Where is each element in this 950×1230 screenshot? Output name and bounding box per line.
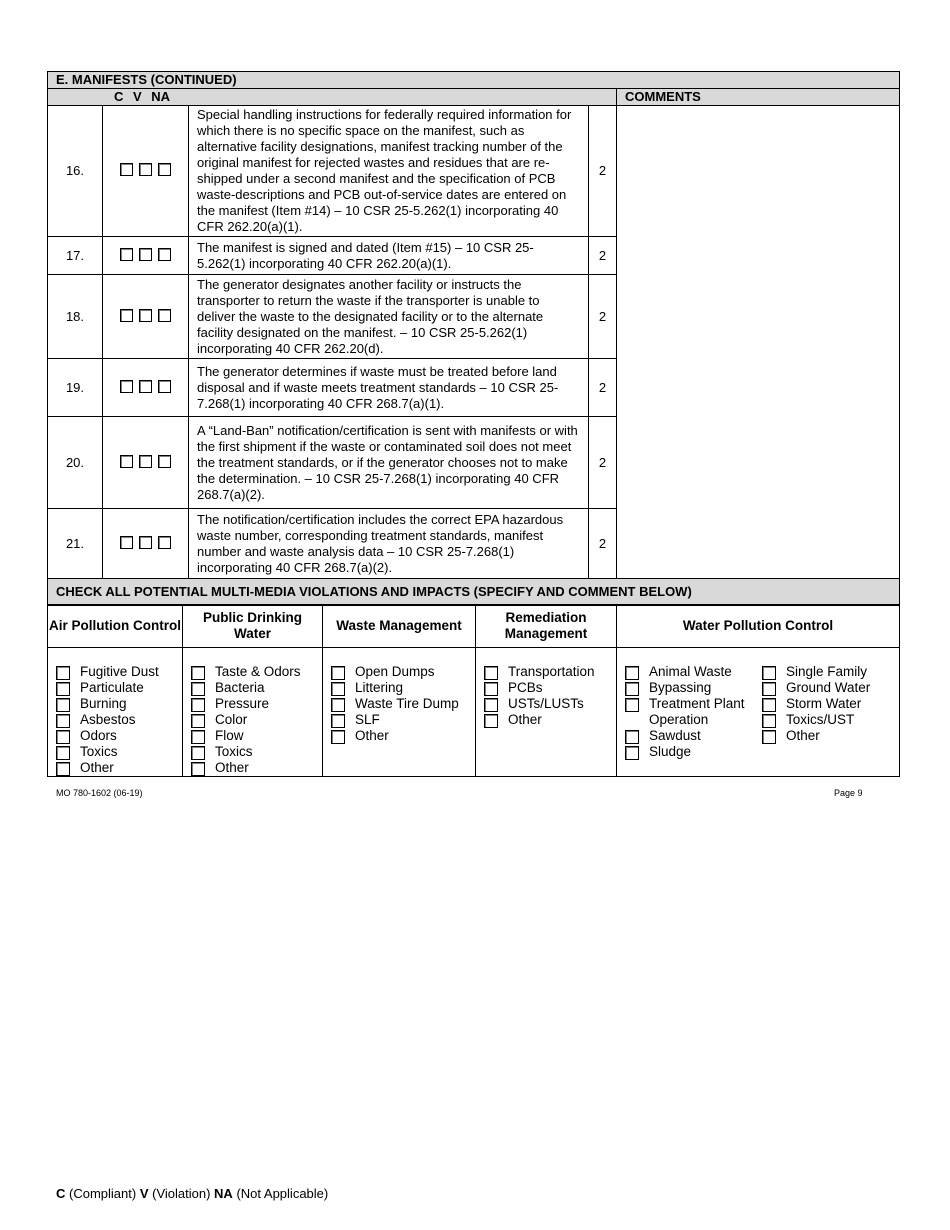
list-item-label: SLF — [355, 712, 380, 727]
list-item — [56, 744, 182, 760]
list-item — [484, 712, 616, 728]
violation-checkbox[interactable] — [139, 163, 152, 176]
list-item-label: Single Family — [786, 664, 868, 679]
section-title: E. MANIFESTS (CONTINUED) — [48, 72, 900, 89]
list-item-label: Storm Water — [786, 696, 862, 711]
water-checkbox[interactable] — [762, 666, 776, 680]
list-item-label: Pressure — [215, 696, 270, 711]
list-item — [625, 664, 762, 680]
waste-checkbox[interactable] — [331, 714, 345, 728]
air-checkbox[interactable] — [56, 698, 70, 712]
list-item — [56, 712, 182, 728]
list-item — [762, 728, 899, 744]
drinking-water-heading: Public Drinking Water — [183, 605, 323, 648]
item-points: 2 — [589, 237, 617, 275]
list-item — [331, 664, 475, 680]
list-item — [625, 728, 762, 744]
list-item — [191, 760, 322, 776]
list-item — [331, 728, 475, 744]
item-description: The manifest is signed and dated (Item #15) – 10 CSR 25-5.262(1) incorporating 40 CFR 262.20(a)(1). — [189, 237, 589, 275]
compliant-checkbox[interactable] — [120, 248, 133, 261]
item-description: The notification/certification includes the correct EPA hazardous waste number, corresponding treatment standards, manifest number and waste analysis data – 10 CSR 25-7.268(1) incorporating 40 CFR 268.7(a)(2). — [189, 509, 589, 579]
list-item — [484, 696, 616, 712]
waste-checkbox[interactable] — [331, 682, 345, 696]
item-number: 19. — [48, 359, 103, 417]
not-applicable-checkbox[interactable] — [158, 309, 171, 322]
cvna-checkboxes — [103, 509, 189, 579]
water-pollution-list — [617, 648, 900, 777]
list-item-label: Burning — [80, 696, 127, 711]
remediation-heading: Remediation Management — [476, 605, 617, 648]
compliant-checkbox[interactable] — [120, 536, 133, 549]
water-checkbox[interactable] — [762, 682, 776, 696]
water-checkbox[interactable] — [625, 730, 639, 744]
list-item — [191, 680, 322, 696]
water-checkbox[interactable] — [762, 698, 776, 712]
item-number: 18. — [48, 275, 103, 359]
cvna-checkboxes — [103, 417, 189, 509]
list-item — [191, 696, 322, 712]
water-pollution-heading: Water Pollution Control — [617, 605, 900, 648]
list-item — [191, 744, 322, 760]
list-item-label: Other — [355, 728, 389, 743]
air-pollution-heading: Air Pollution Control — [48, 605, 183, 648]
drinking-checkbox[interactable] — [191, 730, 205, 744]
list-item — [331, 712, 475, 728]
list-item — [484, 664, 616, 680]
list-item-label: Other — [508, 712, 542, 727]
item-number: 21. — [48, 509, 103, 579]
item-number: 20. — [48, 417, 103, 509]
drinking-checkbox[interactable] — [191, 762, 205, 776]
multimedia-table — [47, 604, 900, 777]
list-item-label: Asbestos — [80, 712, 136, 727]
water-column-2 — [762, 664, 899, 760]
list-item — [56, 728, 182, 744]
drinking-checkbox[interactable] — [191, 666, 205, 680]
list-item-label: Animal Waste — [649, 664, 732, 679]
list-item — [762, 712, 899, 728]
list-item-label: Treatment Plant — [649, 696, 745, 711]
compliant-checkbox[interactable] — [120, 163, 133, 176]
air-checkbox[interactable] — [56, 746, 70, 760]
compliant-checkbox[interactable] — [120, 309, 133, 322]
water-checkbox[interactable] — [762, 730, 776, 744]
list-item-label: Other — [80, 760, 114, 775]
cvna-header — [48, 89, 617, 106]
remediation-list — [476, 648, 617, 777]
list-item-label: Operation — [649, 712, 709, 727]
list-item — [625, 744, 762, 760]
list-item — [191, 728, 322, 744]
comments-area[interactable] — [617, 106, 900, 579]
list-item — [56, 696, 182, 712]
list-item — [191, 712, 322, 728]
not-applicable-checkbox[interactable] — [158, 248, 171, 261]
list-item — [331, 680, 475, 696]
remediation-checkbox[interactable] — [484, 698, 498, 712]
compliant-checkbox[interactable] — [120, 455, 133, 468]
water-column-1 — [625, 664, 762, 760]
air-checkbox[interactable] — [56, 666, 70, 680]
violation-checkbox[interactable] — [139, 536, 152, 549]
waste-checkbox[interactable] — [331, 666, 345, 680]
legend — [56, 1186, 328, 1201]
list-item-label: Sawdust — [649, 728, 701, 743]
violation-checkbox[interactable] — [139, 248, 152, 261]
cvna-checkboxes — [103, 106, 189, 237]
list-item-label: Color — [215, 712, 248, 727]
not-applicable-checkbox[interactable] — [158, 536, 171, 549]
item-points: 2 — [589, 106, 617, 237]
drinking-checkbox[interactable] — [191, 714, 205, 728]
list-item — [56, 760, 182, 776]
list-item — [762, 664, 899, 680]
air-checkbox[interactable] — [56, 714, 70, 728]
item-description: The generator determines if waste must be treated before land disposal and if waste meets treatment standards – 10 CSR 25-7.268(1) incorporating 40 CFR 268.7(a)(1). — [189, 359, 589, 417]
item-description: The generator designates another facility or instructs the transporter to return the waste if the transporter is unable to deliver the waste to the designated facility or to the alternate facility designated on the manifest. – 10 CSR 25-5.262(1) incorporating 40 CFR 262.20(d). — [189, 275, 589, 359]
remediation-checkbox[interactable] — [484, 714, 498, 728]
list-item-label: Bypassing — [649, 680, 712, 695]
cvna-checkboxes — [103, 359, 189, 417]
cvna-checkboxes — [103, 237, 189, 275]
list-item-label: Open Dumps — [355, 664, 435, 679]
air-pollution-list — [48, 648, 183, 777]
list-item — [191, 664, 322, 680]
waste-management-list — [323, 648, 476, 777]
list-item-label: Taste & Odors — [215, 664, 301, 679]
list-item-label: Waste Tire Dump — [355, 696, 459, 711]
page-number: Page 9 — [834, 788, 863, 798]
list-item — [625, 696, 762, 712]
list-item-label: Transportation — [508, 664, 595, 679]
violation-checkbox[interactable] — [139, 380, 152, 393]
list-item — [762, 680, 899, 696]
list-item — [331, 696, 475, 712]
manifests-table — [47, 71, 900, 606]
cvna-checkboxes — [103, 275, 189, 359]
list-item-continuation — [625, 712, 762, 728]
list-item-label: Ground Water — [786, 680, 871, 695]
not-applicable-checkbox[interactable] — [158, 380, 171, 393]
water-checkbox[interactable] — [625, 746, 639, 760]
legend-na-text: (Not Applicable) — [236, 1186, 329, 1201]
item-points: 2 — [589, 275, 617, 359]
water-checkbox[interactable] — [762, 714, 776, 728]
air-checkbox[interactable] — [56, 762, 70, 776]
list-item-label: Littering — [355, 680, 404, 695]
remediation-checkbox[interactable] — [484, 682, 498, 696]
drinking-water-list — [183, 648, 323, 777]
table-row — [48, 106, 900, 237]
list-item-label: Flow — [215, 728, 244, 743]
water-checkbox[interactable] — [625, 698, 639, 712]
remediation-checkbox[interactable] — [484, 666, 498, 680]
list-item — [762, 696, 899, 712]
legend-v: V — [139, 1186, 149, 1201]
legend-na: NA — [214, 1186, 233, 1201]
list-item-label: Toxics/UST — [786, 712, 855, 727]
list-item — [56, 664, 182, 680]
form-number: MO 780-1602 (06-19) — [56, 788, 143, 798]
not-applicable-checkbox[interactable] — [158, 455, 171, 468]
cvna-header-label: C V NA — [114, 89, 171, 104]
multimedia-title: CHECK ALL POTENTIAL MULTI-MEDIA VIOLATIONS AND IMPACTS (SPECIFY AND COMMENT BELOW) — [48, 579, 900, 606]
water-checkbox[interactable] — [625, 666, 639, 680]
not-applicable-checkbox[interactable] — [158, 163, 171, 176]
legend-v-text: (Violation) — [152, 1186, 211, 1201]
item-description: A “Land-Ban” notification/certification is sent with manifests or with the first shipment if the waste or contaminated soil does not meet the treatment standards, or if the generator chooses not to make the determination. – 10 CSR 25-7.268(1) incorporating 40 CFR 268.7(a)(2). — [189, 417, 589, 509]
compliant-checkbox[interactable] — [120, 380, 133, 393]
drinking-checkbox[interactable] — [191, 746, 205, 760]
list-item — [625, 680, 762, 696]
list-item — [56, 680, 182, 696]
list-item-label: Fugitive Dust — [80, 664, 159, 679]
list-item-label: PCBs — [508, 680, 543, 695]
item-points: 2 — [589, 359, 617, 417]
legend-c-text: (Compliant) — [69, 1186, 137, 1201]
list-item-label: Particulate — [80, 680, 144, 695]
air-checkbox[interactable] — [56, 682, 70, 696]
item-points: 2 — [589, 417, 617, 509]
legend-c: C — [56, 1186, 66, 1201]
list-item-label: Other — [215, 760, 249, 775]
air-checkbox[interactable] — [56, 730, 70, 744]
list-item-label: Other — [786, 728, 820, 743]
list-item-label: Toxics — [80, 744, 118, 759]
comments-header: COMMENTS — [617, 89, 900, 106]
drinking-checkbox[interactable] — [191, 698, 205, 712]
item-number: 17. — [48, 237, 103, 275]
item-points: 2 — [589, 509, 617, 579]
water-checkbox[interactable] — [625, 682, 639, 696]
list-item-label: Odors — [80, 728, 117, 743]
list-item-label: Toxics — [215, 744, 253, 759]
waste-checkbox[interactable] — [331, 730, 345, 744]
item-number: 16. — [48, 106, 103, 237]
list-item-label: Bacteria — [215, 680, 265, 695]
waste-checkbox[interactable] — [331, 698, 345, 712]
waste-management-heading: Waste Management — [323, 605, 476, 648]
list-item — [484, 680, 616, 696]
item-description: Special handling instructions for federally required information for which there is no specific space on the manifest, such as alternative facility designations, manifest tracking number of the original manifest for rejected wastes and residues that are re-shipped under a second manifest and the specification of PCB waste-descriptions and PCB out-of-service dates are entered on the manifest (Item #14) – 10 CSR 25-5.262(1) incorporating 40 CFR 262.20(a)(1). — [189, 106, 589, 237]
violation-checkbox[interactable] — [139, 455, 152, 468]
drinking-checkbox[interactable] — [191, 682, 205, 696]
violation-checkbox[interactable] — [139, 309, 152, 322]
list-item-label: USTs/LUSTs — [508, 696, 584, 711]
list-item-label: Sludge — [649, 744, 692, 759]
